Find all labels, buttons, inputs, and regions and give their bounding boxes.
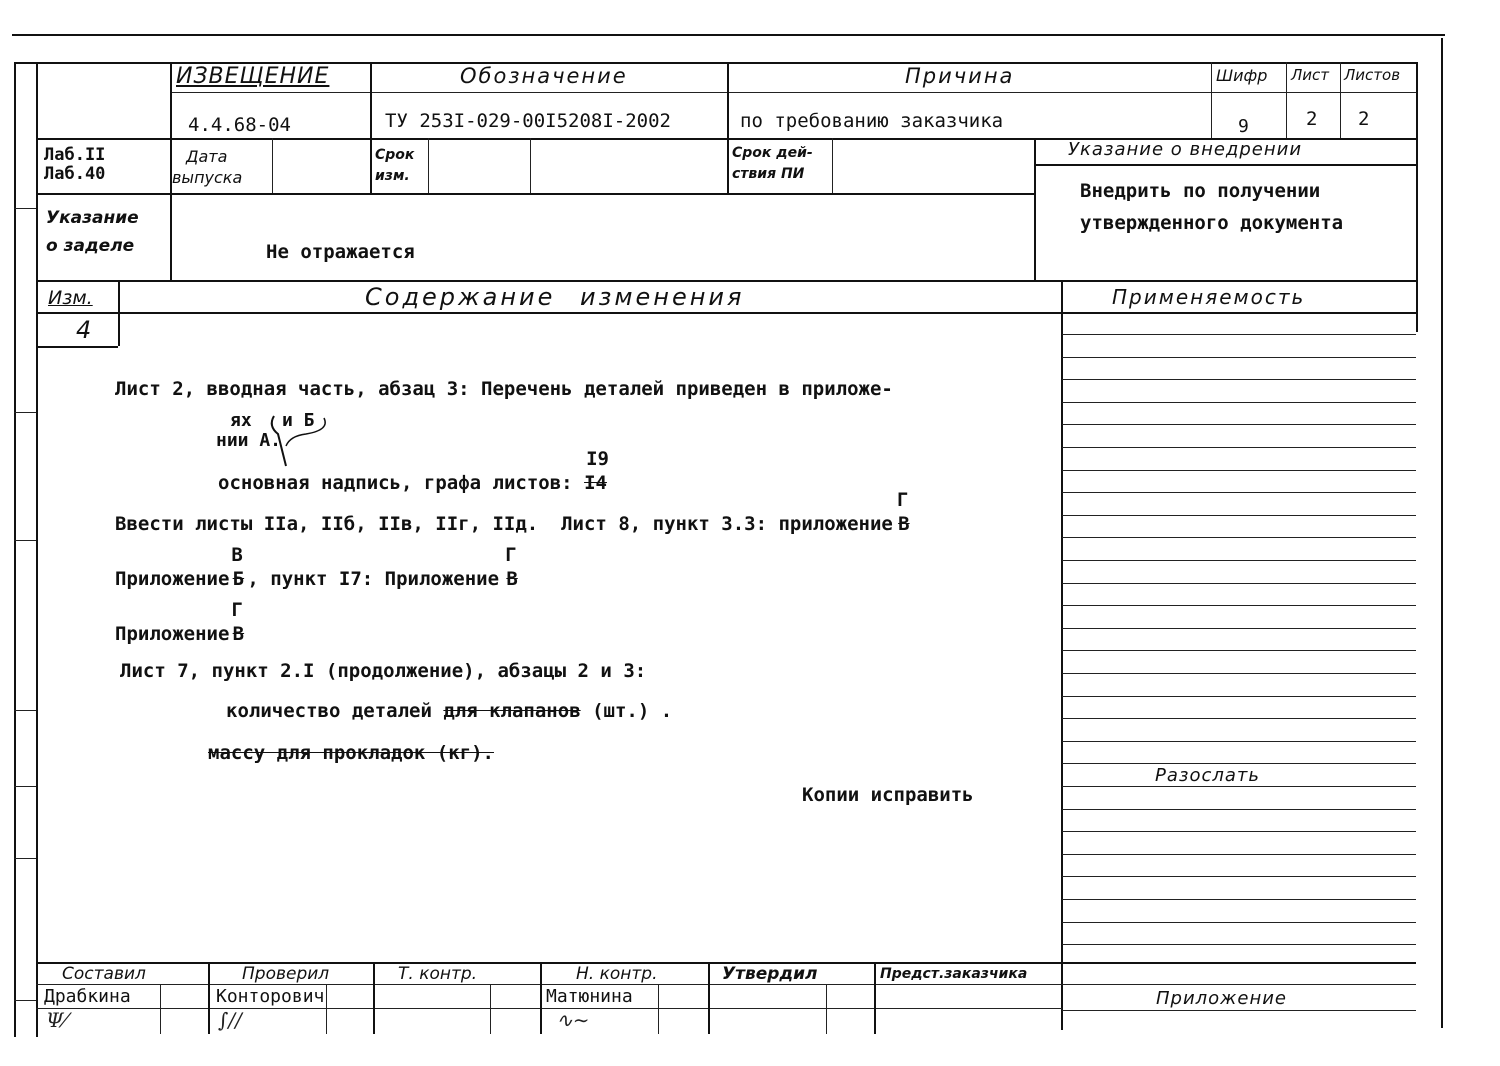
line5-old-value: В — [898, 513, 910, 535]
applicability-rule — [1062, 944, 1416, 945]
applicability-rule — [1062, 424, 1416, 425]
content-line-2b: и Б — [282, 410, 315, 431]
compiled-label: Составил — [62, 964, 146, 984]
issue-date-label-1: Дата — [186, 147, 228, 166]
applicability-rule — [1062, 831, 1416, 832]
approved-label: Утвердил — [722, 964, 818, 984]
struck-text-1: для клапанов — [443, 700, 581, 722]
validity-label-2: ствия ПИ — [732, 166, 805, 182]
sheets-label: Листов — [1344, 66, 1401, 84]
designation-value: ТУ 253I-029-00I5208I-2002 — [385, 110, 671, 132]
content-line-2a: ях — [230, 410, 252, 431]
applicability-rule — [1062, 899, 1416, 900]
frame-left-inner — [36, 62, 38, 1037]
appendix-rule — [1062, 1010, 1416, 1011]
applicability-rule — [1062, 492, 1416, 493]
code-label: Шифр — [1216, 66, 1268, 85]
applicability-rule — [1062, 628, 1416, 629]
applicability-rule — [1062, 470, 1416, 471]
notice-number: 4.4.68-04 — [188, 114, 291, 136]
code-value: 9 — [1238, 116, 1249, 137]
appendix-label: Приложение — [1156, 988, 1288, 1009]
applicability-rule — [1062, 357, 1416, 358]
applicability-rule — [1062, 447, 1416, 448]
ncontrol-signature: ∿∼ — [556, 1008, 590, 1032]
change-term-label-2: изм. — [375, 168, 410, 184]
applicability-rule — [1062, 583, 1416, 584]
content-line-8: Лист 7, пункт 2.I (продолжение), абзацы 2 и 3: — [120, 660, 647, 682]
sheet-value: 2 — [1306, 108, 1318, 130]
line6b-old-value: В — [506, 568, 518, 590]
reserve-label-1: Указание — [46, 208, 139, 228]
line4-old-value: I4 — [584, 472, 607, 494]
applicability-rule — [1062, 334, 1416, 335]
notice-label: ИЗВЕЩЕНИЕ — [176, 64, 330, 89]
applicability-label: Применяемость — [1112, 285, 1306, 309]
lab-line-1: Лаб.II — [44, 145, 106, 165]
applicability-rule — [1062, 537, 1416, 538]
compiled-signature: Ψ⁄ — [46, 1008, 67, 1032]
applicability-rule — [1062, 605, 1416, 606]
frame-right — [1416, 62, 1418, 332]
distributed-label: Разослать — [1155, 765, 1260, 786]
compiled-name: Драбкина — [44, 986, 131, 1007]
content-line-10: массу для прокладок (кг). — [208, 742, 494, 764]
implementation-text-1: Внедрить по получении — [1080, 180, 1321, 202]
applicability-rule — [1062, 560, 1416, 561]
customer-label: Предст.заказчика — [880, 966, 1028, 982]
issue-date-label-2: выпуска — [172, 168, 243, 187]
applicability-rule — [1062, 673, 1416, 674]
reason-label: Причина — [905, 64, 1015, 88]
applicability-rule — [1062, 718, 1416, 719]
change-label: Изм. — [48, 287, 93, 309]
lab-line-2: Лаб.40 — [44, 164, 106, 184]
applicability-rule — [1062, 809, 1416, 810]
applicability-rule — [1062, 515, 1416, 516]
sheets-value: 2 — [1358, 108, 1370, 130]
implementation-label: Указание о внедрении — [1068, 139, 1303, 160]
content-line-4: основная надпись, графа листов: I9 I4 — [218, 448, 609, 494]
content-line-3: нии А. — [216, 430, 282, 451]
appendix-rule — [1062, 984, 1416, 985]
reserve-value: Не отражается — [266, 241, 415, 263]
content-line-9: количество деталей для клапанов (шт.) . — [226, 700, 673, 722]
applicability-rule — [1062, 922, 1416, 923]
line7-new-value: Г — [231, 599, 243, 621]
content-line-7: Приложение Г В — [115, 599, 245, 645]
applicability-rule — [1062, 696, 1416, 697]
content-line-1: Лист 2, вводная часть, абзац 3: Перечень деталей приведен в приложе- — [115, 378, 893, 400]
implementation-text-2: утвержденного документа — [1080, 212, 1344, 234]
applicability-rule — [1062, 402, 1416, 403]
change-number: 4 — [76, 316, 92, 344]
reason-value: по требованию заказчика — [740, 110, 1004, 132]
applicability-rule — [1062, 876, 1416, 877]
ncontrol-name: Матюнина — [546, 986, 633, 1007]
change-term-label-1: Срок — [375, 147, 415, 163]
checked-name: Конторович — [216, 986, 325, 1007]
applicability-rule — [1062, 650, 1416, 651]
content-line-6: Приложение В Б , пункт I7: Приложение Г В — [115, 544, 518, 590]
line6a-old-value: Б — [232, 568, 245, 590]
designation-label: Обозначение — [460, 64, 628, 88]
line6a-new-value: В — [231, 544, 243, 566]
line4-new-value: I9 — [586, 448, 609, 470]
applicability-rule — [1062, 379, 1416, 380]
applicability-rule — [1062, 854, 1416, 855]
line5-new-value: Г — [896, 489, 909, 511]
validity-label-1: Срок дей- — [732, 145, 813, 161]
frame-right-outer — [1441, 38, 1443, 1028]
applicability-rule — [1062, 741, 1416, 742]
copies-note: Копии исправить — [802, 784, 974, 806]
content-line-5: Ввести листы IIа, IIб, IIв, IIг, IIд. Лист 8, пункт 3.3: приложение Г В — [115, 489, 910, 535]
content-label: Содержание изменения — [365, 283, 745, 311]
tcontrol-label: Т. контр. — [398, 964, 478, 984]
line6b-new-value: Г — [505, 544, 517, 566]
applicability-rule — [1062, 786, 1416, 787]
ncontrol-label: Н. контр. — [576, 964, 658, 984]
line7-old-value: В — [232, 623, 245, 645]
sheet-label: Лист — [1291, 66, 1330, 84]
frame-top-outer — [12, 34, 1445, 36]
checked-label: Проверил — [242, 964, 330, 984]
checked-signature: ∫∕∕ — [218, 1008, 242, 1032]
reserve-label-2: о заделе — [46, 236, 135, 256]
applicability-rule — [1062, 763, 1416, 764]
